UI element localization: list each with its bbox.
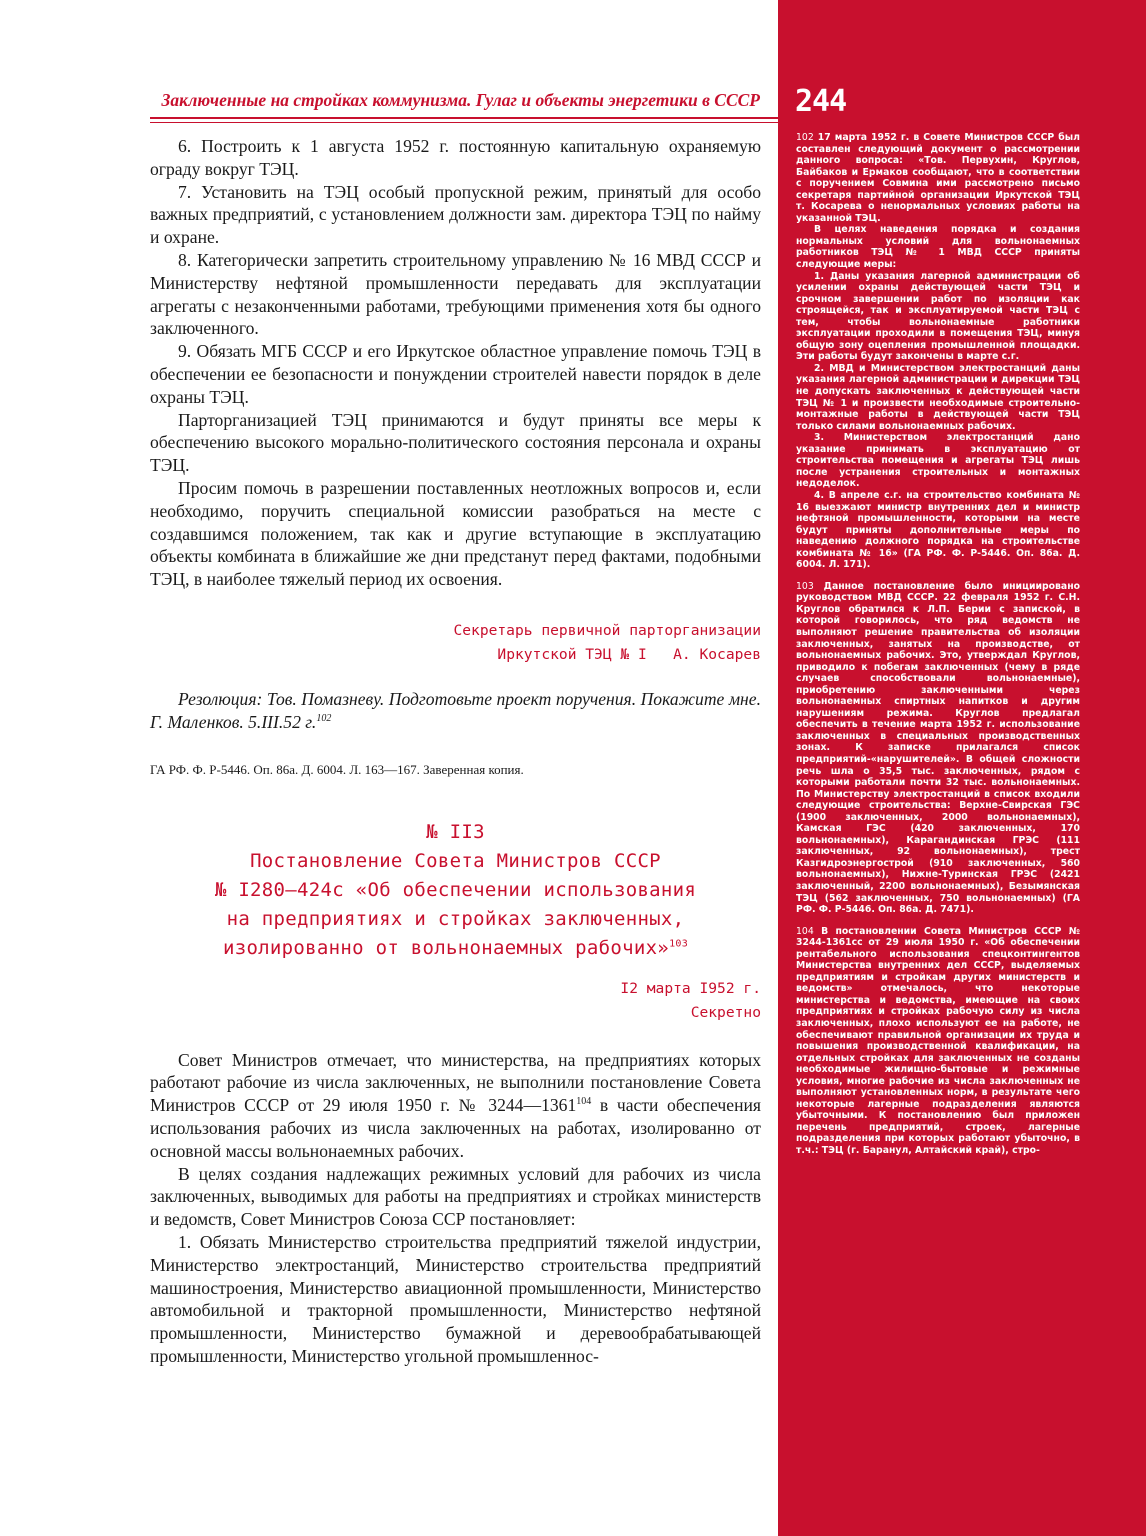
header-rule xyxy=(150,117,778,119)
paragraph-council xyxy=(150,1049,761,1163)
footnote-ref-104: 104 xyxy=(576,1096,592,1108)
footnote-ref-102: 102 xyxy=(316,712,332,724)
paragraph-request: Просим помочь в разрешении поставленных неотложных вопросов и, если необходимо, поручить специальной комиссии разобраться на месте с создавшимся положением, так как и другие вступающие в эксплуатацию объекты комбината в ближайшие же дни предстанут перед фактами, подобными ТЭЦ, в наиболее тяжелый период их освоения. xyxy=(150,477,761,590)
footnote-102-paragraph: В целях наведения порядка и создания нормальных условий для вольнонаемных работников ТЭЦ № 1 МВД СССР приняты следующие меры: xyxy=(796,224,1080,271)
footnote-102-item-3: 3. Министерством электростанций дано указание принимать в эксплуатацию от строительства помещения и агрегаты ТЭЦ лишь после устранения строительных и монтажных недоделок. xyxy=(796,432,1080,490)
paragraph-item-8: 8. Категорически запретить строительному управлению № 16 МВД СССР и Министерству нефтяной промышленности передавать для эксплуатации агрегаты с незаконченными работами, требующими применения хотя бы одного заключенного. xyxy=(150,249,761,339)
footnote-103-text: Данное постановление было инициировано руководством МВД СССР. 22 февраля 1952 г. С.Н. Круглов обратился к Л.П. Берии с запиской, в которой говорилось, что ряд ведомств не выполняют решение правительства об изоляции заключенных, занятых на производстве, от вольнонаемных рабочих. Это, утверждал Круглов, приводило к побегам заключенных (чему в ряде случаев способствовали вольнонаемные), приобретению заключенными через вольнонаемных спиртных напитков и другим нарушениям режима. Круглов предлагал обеспечить в течение марта 1952 г. использование заключенных в специальных производственных зонах. К записке прилагался список предприятий-«нарушителей». В общей сложности речь шла о 35,5 тыс. заключенных, рядом с которыми работали почти 32 тыс. вольнонаемных. По Министерству электростанций в список входили следующие строительства: Верхне-Свирская ГЭС (1900 заключенных, 2000 вольнонаемных), Камская ГЭС (420 заключенных, 170 вольнонаемных), Карагандинская ГРЭС (111 заключенных, 92 вольнонаемных), трест Казгидроэнергострой (910 заключенных, 560 вольнонаемных), Нижне-Туринская ГРЭС (2421 заключенный, 2200 вольнонаемных), Безымянская ТЭЦ (562 заключенных, 750 вольнонаемных) (ГА РФ. Ф. Р-5446. Оп. 86а. Д. 7471). xyxy=(796,580,1080,916)
footnote-number-102: 102 xyxy=(796,132,814,143)
document-title-line-1: Постановление Совета Министров СССР xyxy=(250,849,661,872)
footnote-ref-103: 103 xyxy=(669,938,689,950)
resolution xyxy=(150,688,761,734)
footnotes-column xyxy=(796,132,1080,1157)
running-header: Заключенные на стройках коммунизма. Гулаг и объекты энергетики в СССР xyxy=(161,90,760,110)
document-number: № II3 xyxy=(426,820,485,843)
footnote-102-text: 17 марта 1952 г. в Совете Министров СССР был составлен следующий документ о рассмотрении данного вопроса: «Тов. Первухин, Круглов, Байбаков и Ермаков сообщают, что в соответствии с поручением Совмина ими рассмотрено письмо секретаря партийной организации Иркутской ТЭЦ т. Косарева о ненормальных условиях работы на указанной ТЭЦ. xyxy=(796,132,1080,224)
page-number: 244 xyxy=(795,84,847,119)
paragraph-council-part-2: в части обеспечения использования рабочих из числа заключенных на работах, изолированно от основной массы вольнонаемных рабочих. xyxy=(150,1095,762,1161)
footnote-103 xyxy=(796,581,1080,916)
document-title-line-3: на предприятиях и стройках заключенных, xyxy=(226,907,685,930)
footnote-102-item-1: 1. Даны указания лагерной администрации об усилении охраны действующей части ТЭЦ и срочном завершении работ по изоляции как строящейся, так и эксплуатируемой части ТЭЦ с тем, чтобы вольнонаемные работники эксплуатации проходили в помещения ТЭЦ, минуя общую зону оцепления промышленной площадки. Эти работы будут закончены в марте с.г. xyxy=(796,270,1080,363)
paragraph-item-9: 9. Обязать МГБ СССР и его Иркутское областное управление помочь ТЭЦ в обеспечении ее безопасности и понуждении строителей навести порядок в деле охраны ТЭЦ. xyxy=(150,341,761,407)
document-title-line-2: № I280—424с «Об обеспечении использования xyxy=(214,878,697,901)
header-rule-thin xyxy=(150,122,778,123)
footnote-number-103: 103 xyxy=(796,580,814,592)
document-title-line-4 xyxy=(150,934,761,963)
footnote-104-text: В постановлении Совета Министров СССР № 3244-1361сс от 29 июля 1950 г. «Об обеспечении рентабельного использования спецконтингентов Министерства внутренних дел СССР, выделяемых предприятиям и стройкам других министерств и ведомств» отмечалось, что некоторые министерства и ведомства, имеющие на своих предприятиях и стройках рабочую силу из числа заключенных, плохо используют ее на работе, не обеспечивают правильной организации их труда и повышения производственной квалификации, на отдельных стройках для заключенных не созданы необходимые жилищно-бытовые и режимные условия, многие рабочие из числа заключенных не выполняют установленных норм, в результате чего некоторые лагерные подразделения являются убыточными. К постановлению был приложен перечень предприятий, строек, лагерные подразделения при которых работают убыточно, в т.ч.: ТЭЦ (г. Баранул, Алтайский край), стро- xyxy=(796,925,1080,1157)
paragraph-resolves: В целях создания надлежащих режимных условий для рабочих из числа заключенных, выводимых для работы на предприятиях и стройках министерств и ведомств, Совет Министров Союза ССР постановляет: xyxy=(150,1163,761,1230)
document-classification: Секретно xyxy=(690,1003,761,1021)
footnote-102-item-2: 2. МВД и Министерством электростанций даны указания лагерной администрации и дирекции ТЭЦ не допускать заключенных к действующей части ТЭЦ № 1 и произвести необходимые строительно-монтажные работы в действующей части ТЭЦ только силами вольнонаемных рабочих. xyxy=(796,362,1080,432)
document-date: I2 марта I952 г. xyxy=(620,979,761,997)
footnote-number-104: 104 xyxy=(796,925,814,937)
document-title-line-4-text: изолированно от вольнонаемных рабочих» xyxy=(222,936,670,959)
footnote-104 xyxy=(796,926,1080,1157)
main-text xyxy=(150,135,761,1368)
resolution-text: Резолюция: Тов. Помазневу. Подготовьте проект поручения. Покажите мне. Г. Маленков. 5.III.52 г. xyxy=(150,688,761,732)
signature-title: Секретарь первичной парторганизации xyxy=(453,621,761,639)
paragraph-council-part-1: Совет Министров отмечает, что министерства, на предприятиях которых работают рабочие из числа заключенных, не выполнили постановление Совета Министров СССР от 29 июля 1950 г. № 3244—1361 xyxy=(150,1049,761,1116)
paragraph-item-6: 6. Построить к 1 августа 1952 г. постоянную капитальную охраняемую ограду вокруг ТЭЦ. xyxy=(150,136,761,179)
footnote-102-item-4: 4. В апреле с.г. на строительство комбината № 16 выезжают министр внутренних дел и министр нефтяной промышленности, которыми на месте будут приняты дополнительные меры по наведению должного порядка на строительстве комбината № 16» (ГА РФ. Ф. Р-5446. Оп. 86а. Д. 6004. Л. 171). xyxy=(796,489,1080,571)
paragraph-item-7: 7. Установить на ТЭЦ особый пропускной режим, принятый для особо важных предприятий, с установлением должности зам. директора ТЭЦ по найму и охране. xyxy=(150,181,761,248)
signature-name: Иркутской ТЭЦ № I А. Косарев xyxy=(497,645,761,663)
footnote-102 xyxy=(796,132,1080,224)
archive-source: ГА РФ. Ф. Р-5446. Оп. 86а. Д. 6004. Л. 163—167. Заверенная копия. xyxy=(150,761,524,777)
paragraph-point-1: 1. Обязать Министерство строительства предприятий тяжелой индустрии, Министерство электростанций, Министерство строительства предприятий машиностроения, Министерство авиационной промышленности, Министерство автомобильной и тракторной промышленности, Министерство нефтяной промышленности, Министерство бумажной и деревообрабатывающей промышленности, Министерство угольной промышленнос- xyxy=(150,1231,761,1366)
paragraph-party-measures: Парторганизацией ТЭЦ принимаются и будут приняты все меры к обеспечению высокого морально-политического состояния персонала и охраны ТЭЦ. xyxy=(150,409,761,476)
